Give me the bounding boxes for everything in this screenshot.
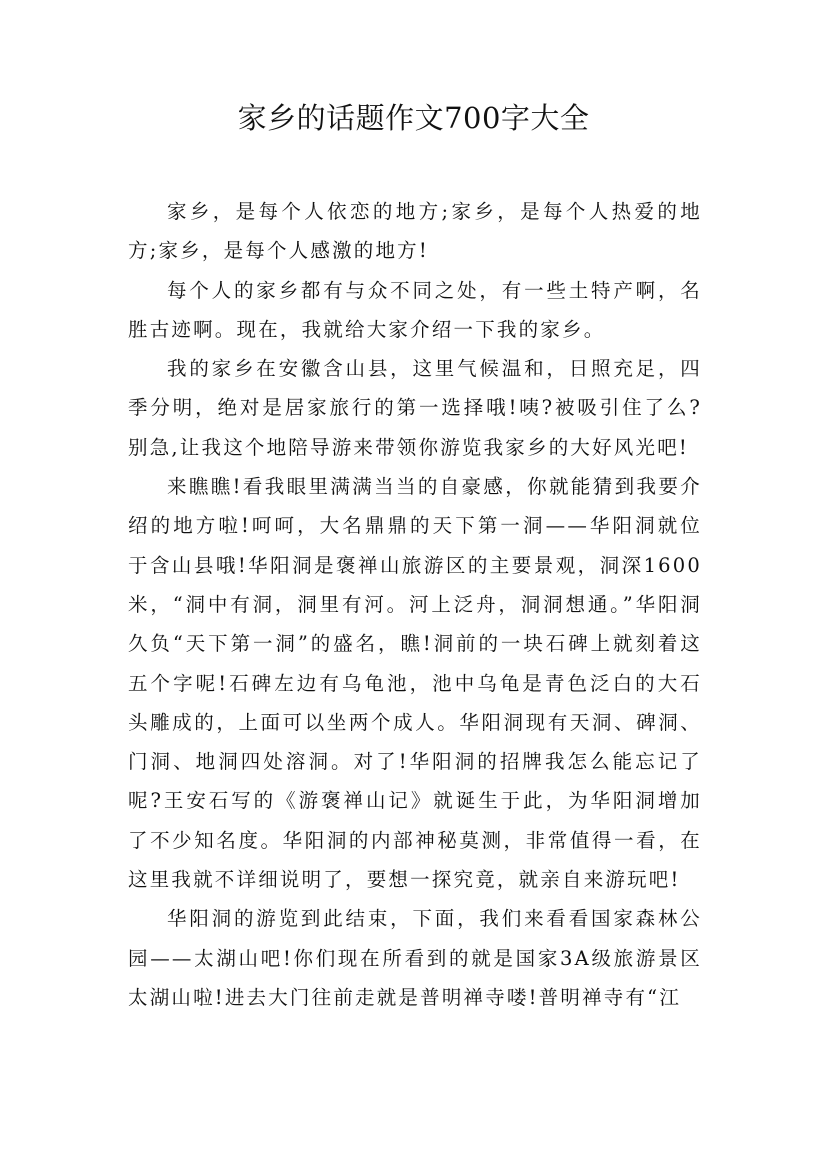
paragraph: 家乡，是每个人依恋的地方;家乡，是每个人热爱的地方;家乡，是每个人感激的地方! [128, 200, 702, 263]
paragraph: 我的家乡在安徽含山县，这里气候温和，日照充足，四季分明，绝对是居家旅行的第一选择哦!咦?被吸引住了么?别急,让我这个地陪导游来带领你游览我家乡的大好风光吧! [128, 357, 702, 459]
document-body [128, 192, 702, 1017]
paragraph: 来瞧瞧!看我眼里满满当当的自豪感，你就能猜到我要介绍的地方啦!呵呵，大名鼎鼎的天下第一洞——华阳洞就位于含山县哦!华阳洞是褒禅山旅游区的主要景观，洞深1600米，“洞中有洞，洞里有河。河上泛舟，洞洞想通。”华阳洞久负“天下第一洞”的盛名，瞧!洞前的一块石碑上就刻着这五个字呢!石碑左边有乌龟池，池中乌龟是青色泛白的大石头雕成的，上面可以坐两个成人。华阳洞现有天洞、碑洞、门洞、地洞四处溶洞。对了!华阳洞的招牌我怎么能忘记了呢?王安石写的《游褒禅山记》就诞生于此，为华阳洞增加了不少知名度。华阳洞的内部神秘莫测，非常值得一看，在这里我就不详细说明了，要想一探究竟，就亲自来游玩吧! [128, 475, 702, 892]
document-title: 家乡的话题作文700字大全 [237, 101, 590, 135]
paragraph: 每个人的家乡都有与众不同之处，有一些土特产啊，名胜古迹啊。现在，我就给大家介绍一下我的家乡。 [128, 278, 702, 341]
paragraph: 华阳洞的游览到此结束，下面，我们来看看国家森林公园——太湖山吧!你们现在所看到的就是国家3A级旅游景区太湖山啦!进去大门往前走就是普明禅寺喽!普明禅寺有“江 [128, 907, 702, 1009]
